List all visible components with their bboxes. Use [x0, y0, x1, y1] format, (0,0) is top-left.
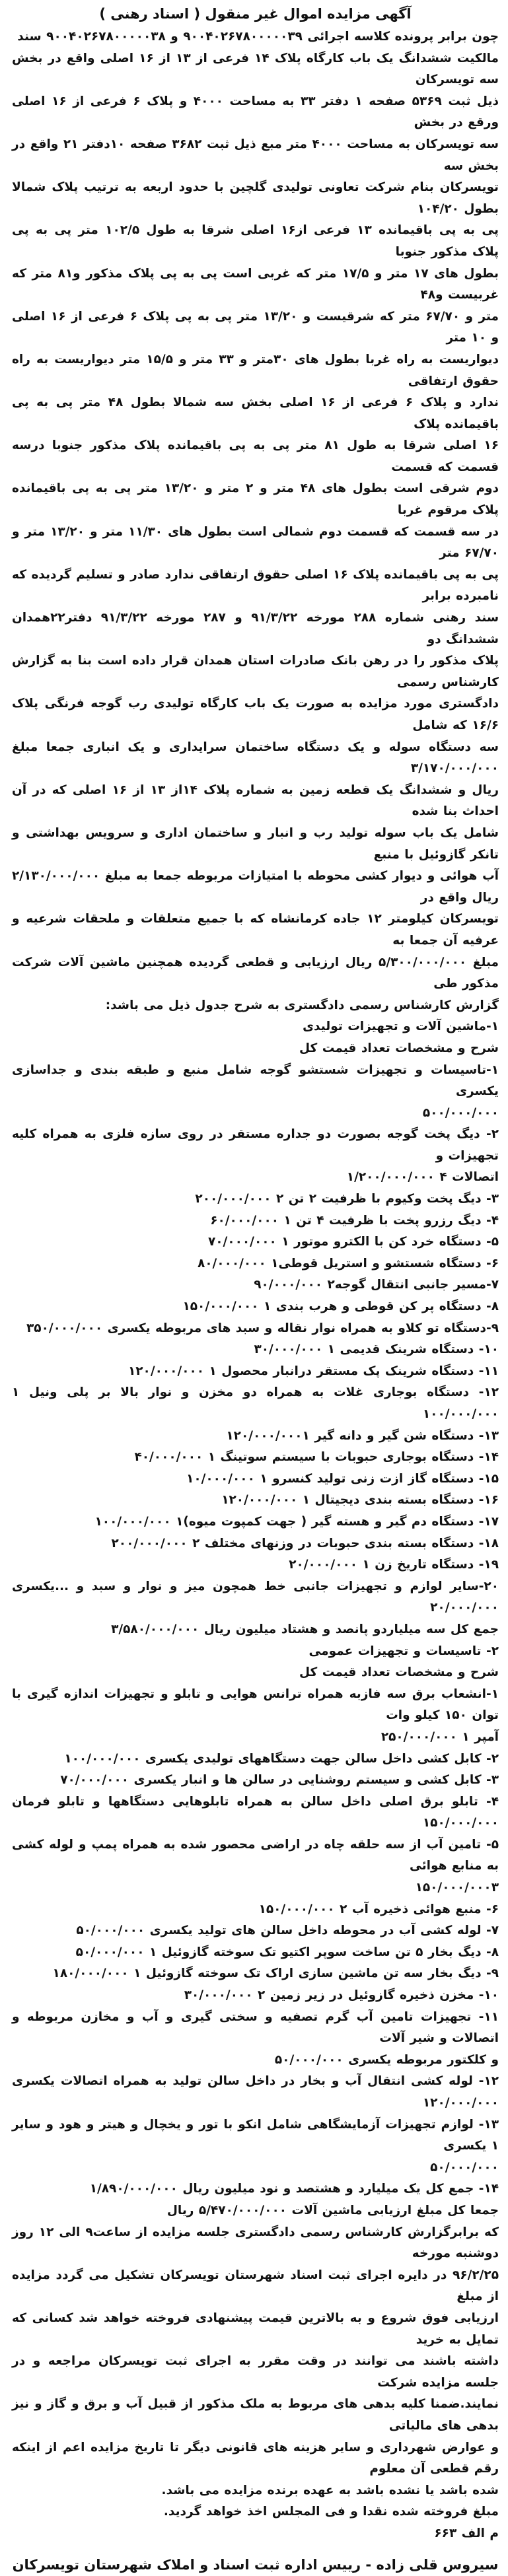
notice-line: ۸- دستگاه پر کن قوطی و هرب بندی ۱ ۱۵۰/۰۰۰/۰۰۰ — [182, 1300, 499, 1314]
notice-line: ۵۰/۰۰۰/۰۰۰ — [430, 2160, 499, 2175]
notice-line: ۹۶/۲/۲۵ در دایره اجرای ثبت اسناد شهرستان تویسرکان تشکیل می گردد مزایده از مبلغ — [12, 2268, 499, 2304]
notice-line: تویسرکان بنام شرکت تعاونی تولیدی گلچین با حدود اربعه به ترتیب پلاک شمالا بطول ۱۰۴/۲۰ — [12, 180, 499, 216]
notice-line: ریال و ششدانگ یک قطعه زمین به شماره پلاک ۱۴از ۱۳ از ۱۶ اصلی که در آن احداث بنا شده — [12, 783, 499, 819]
notice-line: ۸- دیگ بخار ۵ تن ساخت سوپر اکتیو تک سوخته گازوئیل ۱ ۵۰/۰۰۰/۰۰۰ — [75, 1945, 499, 1959]
notice-line: ۳- دیگ پخت وکیوم با ظرفیت ۲ تن ۲ ۲۰۰/۰۰۰/۰۰۰ — [195, 1192, 499, 1206]
notice-line: ۱۵- دستگاه گاز ازت زنی تولید کنسرو ۱ ۱۰/۰۰۰/۰۰۰ — [186, 1471, 499, 1486]
notice-line: ۱۶ اصلی شرقا به طول ۸۱ متر پی به پی باقیمانده پلاک مذکور جنوبا درسه قسمت که قسمت — [12, 438, 499, 474]
notice-line: ذیل ثبت ۵۳۶۹ صفحه ۱ دفتر ۳۳ به مساحت ۴۰۰۰ و پلاک ۶ فرعی از ۱۶ اصلی ورقع در بخش — [12, 94, 499, 130]
notice-line: سه تویسرکان به مساحت ۴۰۰۰ متر مبع ذیل ثبت ۳۶۸۲ صفحه ۱۰دفتر ۲۱ واقع در بخش سه — [12, 137, 499, 173]
notice-line: ۱۱- دستگاه شرینک پک مستقر درانبار محصول ۱ ۱۲۰/۰۰۰/۰۰۰ — [127, 1364, 499, 1378]
notice-line: دیواریست به راه غربا بطول های ۳۰متر و ۳۳ متر و ۱۵/۵ متر دیواریست به راه حقوق ارتفاقی — [12, 352, 499, 388]
notice-line: ۱۲- لوله کشی انتقال آب و بخار در داخل سالن تولید به همراه اتصالات یکسری ۱۲۰/۰۰۰/۰۰۰ — [12, 2074, 499, 2110]
notice-line: ۱۲- دستگاه بوجاری غلات به همراه دو مخزن و نوار بالا بر پلی ونیل ۱ ۱۰۰/۰۰۰/۰۰۰ — [12, 1385, 499, 1421]
notice-line: جمعا کل مبلغ ارزیابی ماشین آلات ۵/۴۷۰/۰۰۰/۰۰۰ ریال — [166, 2203, 499, 2217]
notice-line: ۱-ماشین آلات و تجهیزات تولیدی — [303, 1020, 499, 1034]
notice-line: ۹- دیگ بخار سه تن ماشین سازی اراک تک سوخته گازوئیل ۱ ۱۸۰/۰۰۰/۰۰۰ — [52, 1967, 499, 1981]
notice-line: سند رهنی شماره ۲۸۸ مورخه ۹۱/۳/۲۲ و ۲۸۷ مورخه ۹۱/۳/۲۲ دفتر۲۲همدان ششدانگ دو — [12, 611, 499, 646]
notice-line: پی به پی باقیمانده ۱۳ فرعی از۱۶ اصلی شرقا به طول ۱۰۲/۵ متر پی به پی پلاک مذکور جنوبا — [12, 223, 499, 259]
notice-line: تویسرکان کیلومتر ۱۲ جاده کرمانشاه که با جمیع متعلقات و ملحقات شرعیه و عرفیه آن جمعا به — [12, 912, 499, 948]
notice-line: آب هوائی و دیوار کشی محوطه با امتیازات مربوطه جمعا به مبلغ ۲/۱۳۰/۰۰۰/۰۰۰ ریال واقع در — [12, 869, 499, 905]
notice-line: و کلکتور مربوطه یکسری ۵۰/۰۰۰/۰۰۰ — [274, 2052, 499, 2067]
notice-line: ۲- دیگ پخت گوجه بصورت دو جداره مستقر در روی سازه فلزی به همراه کلیه تجهیزات و — [12, 1127, 499, 1163]
notice-line: نمایند.ضمنا کلیه بدهی های مربوط به ملک مذکور از قبیل آب و برق و گاز و نیز بدهی های مالیاتی — [12, 2397, 499, 2433]
notice-line: شرح و مشخصات تعداد قیمت کل — [299, 1665, 499, 1680]
notice-line: ۶- دستگاه شستشو و استریل قوطی۱ ۸۰/۰۰۰/۰۰۰ — [197, 1256, 499, 1271]
notice-line: ۷-مسیر جانبی انتقال گوجه۲ ۹۰/۰۰۰/۰۰۰ — [254, 1278, 499, 1292]
notice-line: پی به پی باقیمانده پلاک ۱۶ اصلی حقوق ارتفاقی ندارد صادر و تسلیم گردیده که نامبرده برابر — [12, 567, 499, 604]
notice-line: مبلغ فروخته شده نقدا و فی المجلس اخذ خواهد گردید. — [163, 2505, 499, 2519]
notice-line: داشته باشند می توانند در وقت مقرر به اجرای ثبت تویسرکان مراجعه و در جلسه مزایده شرکت — [12, 2354, 499, 2390]
notice-line: پلاک مذکور را در رهن بانک صادرات استان همدان قرار داده است بنا به گزارش کارشناس رسمی — [12, 654, 499, 689]
notice-line: شده باشد یا نشده باشد به عهده برنده مزایده می باشد. — [161, 2483, 499, 2497]
notice-line: ۱۳- لوازم تجهیزات آزمایشگاهی شامل انکو با تور و یخچال و هیتر و هود و سایر ۱ یکسری — [12, 2117, 499, 2153]
notice-line: ۱۹- دستگاه تاریخ زن ۱ ۲۰/۰۰۰/۰۰۰ — [289, 1558, 499, 1572]
notice-line: ۱۰- مخزن ذخیره گازوئیل در زیر زمین ۲ ۳۰/۰۰۰/۰۰۰ — [184, 1988, 499, 2003]
notice-title: آگهی مزایده اموال غیر منقول ( اسناد رهنی ) — [99, 6, 412, 22]
notice-line: مالکیت ششدانگ یک باب کارگاه پلاک ۱۴ فرعی از ۱۳ از ۱۶ اصلی واقع در بخش سه تویسرکان — [12, 51, 499, 87]
notice-line: ارزیابی فوق شروع و به بالاترین قیمت پیشنهادی فروخته خواهد شد کسانی که تمایل به خرید — [12, 2311, 499, 2347]
notice-line: چون برابر پرونده کلاسه اجرائی ۹۰۰۴۰۲۶۷۸۰۰۰۰۰۳۹ و ۹۰۰۴۰۲۶۷۸۰۰۰۰۰۳۸ سند — [17, 30, 499, 44]
notice-line: و عوارض شهرداری و سایر هزینه های قانونی دیگر تا تاریخ مزایده اعم از اینکه رقم قطعی آن معلوم — [12, 2440, 499, 2476]
notice-line: ۶- منبع هوائی ذخیره آب ۲ ۱۵۰/۰۰۰/۰۰۰ — [258, 1902, 499, 1916]
notice-line: گزارش کارشناس رسمی دادگستری به شرح جدول ذیل می باشد: — [105, 998, 499, 1012]
notice-line: ۱-انشعاب برق سه فازبه همراه ترانس هوایی و تابلو و تجهیزات اندازه گیری با توان ۱۵۰ کیلو وات — [12, 1687, 499, 1723]
notice-line: ۲- تاسیسات و تجهیزات عمومی — [308, 1644, 499, 1658]
notice-line: ۱۶- دستگاه بسته بندی دیجیتال ۱ ۱۲۰/۰۰۰/۰۰۰ — [221, 1493, 499, 1508]
notice-body — [12, 26, 499, 2544]
notice-line: ۱۱- تجهیزات تامین آب گرم تصفیه و سختی گیری و آب و مخازن مربوطه و اتصالات و شیر آلات — [12, 2009, 499, 2046]
notice-line: جمع کل سه میلیاردو پانصد و هشتاد میلیون ریال ۳/۵۸۰/۰۰۰/۰۰۰ — [111, 1622, 499, 1636]
notice-line: ۱۴- جمع کل یک میلیارد و هشتصد و نود میلیون ریال ۱/۸۹۰/۰۰۰/۰۰۰ — [89, 2182, 499, 2196]
notice-line: متر و ۶۷/۷۰ متر که شرقیست و ۱۳/۲۰ متر پی به پی پلاک ۶ فرعی از ۱۶ اصلی و ۱۰ متر — [12, 309, 499, 345]
notice-line: ۱۰- دستگاه شرینک قدیمی ۱ ۳۰/۰۰۰/۰۰۰ — [254, 1342, 499, 1357]
notice-line: در سه قسمت که قسمت دوم شمالی است بطول های ۱۱/۳۰ متر و ۱۳/۲۰ متر و ۶۷/۷۰ متر — [12, 524, 499, 561]
notice-line: م الف ۶۶۳ — [434, 2526, 499, 2540]
notice-line: دوم شرقی است بطول های ۴۸ متر و ۲ متر و ۱۳/۲۰ متر پی به پی باقیمانده پلاک مرقوم غربا — [12, 481, 499, 518]
notice-line: ۵- تامین آب از سه حلقه چاه در اراضی محصور شده به همراه پمپ و لوله کشی به منابع هوائی — [12, 1837, 499, 1873]
notice-line: ۱۵۰/۰۰۰/۰۰۰۳ — [415, 1881, 499, 1895]
notice-line: ۲۰-سایر لوازم و تجهیزات جانبی خط همچون میز و نوار و سبد و ...یکسری ۲۰/۰۰۰/۰۰۰ — [12, 1579, 499, 1615]
notice-line: ۵۰۰/۰۰۰/۰۰۰ — [422, 1105, 499, 1120]
notice-line: ۴- تابلو برق اصلی داخل سالن به همراه تابلوهایی دستگاهها و تابلو فرمان ۱۵۰/۰۰۰/۰۰۰ — [12, 1794, 499, 1830]
notice-signature: سیروس قلی زاده - رییس اداره ثبت اسناد و املاک شهرستان تویسرکان — [12, 2557, 499, 2573]
notice-line: که برابرگزارش کارشناس رسمی دادگستری جلسه مزایده از ساعت۹ الی ۱۲ روز دوشنبه مورخه — [12, 2225, 499, 2261]
notice-line: ۴- دیگ رزرو پخت با ظرفیت ۴ تن ۱ ۶۰/۰۰۰/۰۰۰ — [210, 1213, 499, 1228]
notice-line: ۱۷- دستگاه دم گیر و هسته گیر ( جهت کمپوت میوه)۱ ۱۰۰/۰۰۰/۰۰۰ — [94, 1514, 499, 1529]
notice-line: سه دستگاه سوله و یک دستگاه ساختمان سرایداری و یک انباری جمعا مبلغ ۳/۱۷۰/۰۰۰/۰۰۰ — [12, 740, 499, 776]
notice-line: شامل یک باب سوله تولید رب و انبار و ساختمان اداری و سرویس بهداشتی و تانکر گازوئیل با منبع — [12, 825, 499, 862]
notice-line: ۳- کابل کشی و سیستم روشنایی در سالن ها و انبار یکسری ۷۰/۰۰۰/۰۰۰ — [60, 1773, 499, 1788]
notice-line: شرح و مشخصات تعداد قیمت کل — [299, 1041, 499, 1055]
notice-line: مبلغ ۵/۳۰۰/۰۰۰/۰۰۰ ریال ارزیابی و قطعی گردیده همچنین ماشین آلات شرکت مذکور طی — [12, 955, 499, 991]
notice-line: آمپر ۱ ۲۵۰/۰۰۰/۰۰۰ — [381, 1729, 499, 1744]
notice-line: ۵- دستگاه خرد کن با الکترو موتور ۱ ۷۰/۰۰۰/۰۰۰ — [207, 1235, 499, 1249]
notice-line: ۱-تاسیسات و تجهیزات شستشو گوجه شامل منبع و طبقه بندی و جداسازی یکسری — [12, 1062, 499, 1099]
notice-line: ۲- کابل کشی داخل سالن جهت دستگاههای تولیدی یکسری ۱۰۰/۰۰۰/۰۰۰ — [64, 1751, 499, 1766]
notice-line: ۱۸- دستگاه بسته بندی حبوبات در وزنهای مختلف ۲ ۲۰۰/۰۰۰/۰۰۰ — [111, 1536, 499, 1550]
notice-line: ندارد و پلاک ۶ فرعی از ۱۶ اصلی بخش سه شمالا بطول ۴۸ متر پی به پی باقیمانده پلاک — [12, 396, 499, 431]
notice-line: دادگستری مورد مزایده به صورت یک باب کارگاه تولیدی رب گوجه فرنگی پلاک ۱۶/۶ که شامل — [12, 697, 499, 732]
notice-line: بطول های ۱۷ متر و ۱۷/۵ متر که غربی است پی به پی پلاک مذکور و۸۱ متر که غربیست و۴۸ — [12, 266, 499, 302]
notice-line: ۹-دستگاه تو کلاو به همراه نوار نقاله و سبد های مربوطه یکسری ۳۵۰/۰۰۰/۰۰۰ — [26, 1321, 499, 1335]
notice-line: ۱۴- دستگاه بوجاری حبوبات با سیستم سوتینگ ۱ ۴۰/۰۰۰/۰۰۰ — [134, 1450, 499, 1465]
notice-line: اتصالات ۴ ۱/۲۰۰/۰۰۰/۰۰۰ — [346, 1170, 499, 1185]
notice-line: ۷- لوله کشی آب در محوطه داخل سالن های تولید یکسری ۵۰/۰۰۰/۰۰۰ — [76, 1924, 499, 1938]
notice-line: ۱۳- دستگاه شن گیر و دانه گیر ۱۲۰/۰۰۰/۰۰۰۱ — [226, 1428, 499, 1443]
